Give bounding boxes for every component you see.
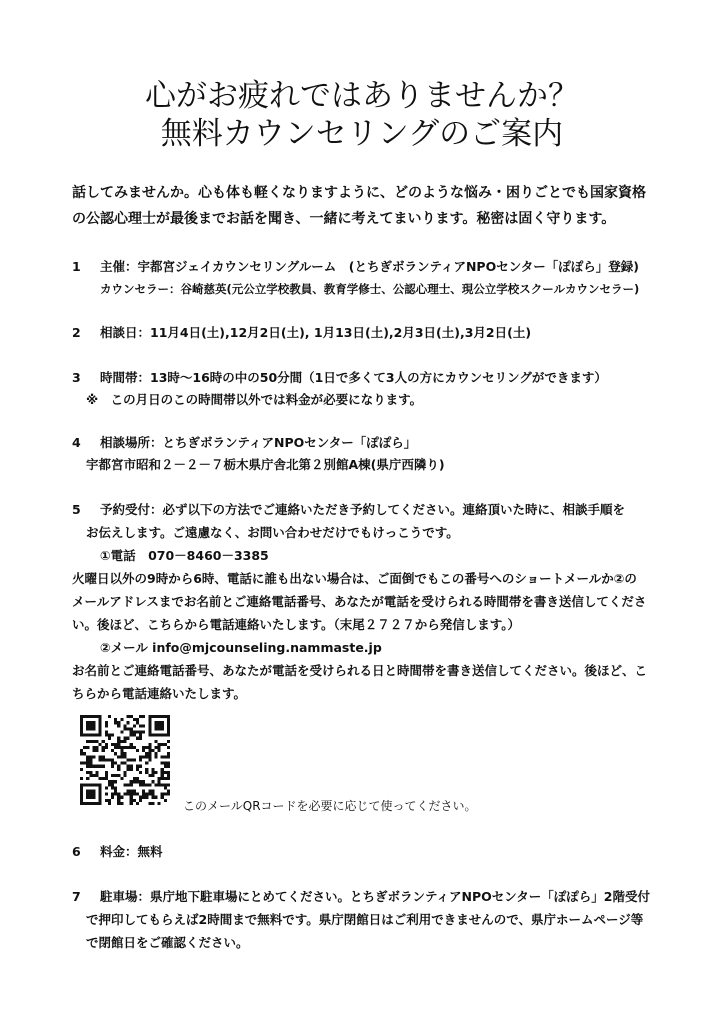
section-5-mail-desc-2: ちらから電話連絡いたします。 [72, 686, 247, 701]
qr-caption: このメールQRコードを必要に応じて使ってください。 [183, 799, 477, 813]
page-title-line1: 心がお疲れではありませんか？ [145, 78, 579, 114]
section-7-parking-cont-2: で閉館日をご確認ください。 [86, 935, 249, 950]
section-5-phone-desc-2: メールアドレスまでお名前とご連絡電話番号、あなたが電話を受けられる時間帯を書き送信してくださ [72, 594, 647, 609]
section-5-mail: ②メール info@mjcounseling.nammaste.jp [100, 640, 382, 655]
section-1-number: 1 [72, 259, 81, 274]
section-5-phone: ①電話 070－8460－3385 [100, 548, 269, 563]
intro-line2: の公認心理士が最後までお話を聞き、一緒に考えてまいります。秘密は固く守ります。 [72, 211, 616, 227]
section-1-counselor: カウンセラー：谷崎慈英(元公立学校教員、教育学修士、公認心理士、現公立学校スクールカウンセラー) [100, 282, 640, 296]
section-5-phone-desc-1: 火曜日以外の9時から6時、電話に誰も出ない場合は、ご面倒でもこの番号へのショートメールか②の [72, 571, 637, 586]
qr-code-image [80, 715, 170, 805]
section-5-number: 5 [72, 502, 81, 517]
section-6-number: 6 [72, 844, 81, 859]
section-7-number: 7 [72, 889, 81, 904]
section-2-number: 2 [72, 325, 81, 340]
section-5-phone-desc-3: い。後ほど、こちらから電話連絡いたします。（末尾２７２７から発信します。） [72, 617, 521, 632]
section-6-fee: 料金：無料 [100, 844, 163, 859]
section-4-number: 4 [72, 435, 81, 450]
section-5-mail-desc-1: お名前とご連絡電話番号、あなたが電話を受けられる日と時間帯を書き送信してください。後ほど、こ [72, 663, 648, 678]
section-2-dates: 相談日：11月4日(土),12月2日(土), 1月13日(土),2月3日(土),3月2日(土) [100, 325, 532, 340]
section-7-parking-cont: で押印してもらえば2時間まで無料です。県庁閉館日はご利用できませんので、県庁ホームページ等 [86, 912, 644, 927]
section-1-organizer: 主催：宇都宮ジェイカウンセリングルーム (とちぎボランティアNPOセンター「ぽぽら」登録) [100, 259, 639, 274]
page-title-line2: 無料カウンセリングのご案内 [160, 116, 564, 152]
section-4-address: 宇都宮市昭和２－２－７栃木県庁舎北第２別館A棟(県庁西隣り) [86, 457, 445, 472]
section-7-parking: 駐車場：県庁地下駐車場にとめてください。とちぎボランティアNPOセンター「ぽぽら」2階受付 [100, 889, 650, 904]
section-3-number: 3 [72, 370, 81, 385]
section-3-note: ※ この月日のこの時間帯以外では料金が必要になります。 [86, 392, 423, 407]
section-3-time: 時間帯：13時～16時の中の50分間（1日で多くて3人の方にカウンセリングができます） [100, 370, 607, 385]
intro-line1: 話してみませんか。心も体も軽くなりますように、どのような悩み・困りごとでも国家資格 [72, 185, 646, 201]
section-5-reservation: 予約受付：必ず以下の方法でご連絡いただき予約してください。連絡頂いた時に、相談手順を [100, 502, 626, 517]
section-5-reservation-cont: お伝えします。ご遠慮なく、お問い合わせだけでもけっこうです。 [86, 525, 459, 540]
section-4-venue: 相談場所：とちぎボランティアNPOセンター「ぽぽら」 [100, 435, 417, 450]
